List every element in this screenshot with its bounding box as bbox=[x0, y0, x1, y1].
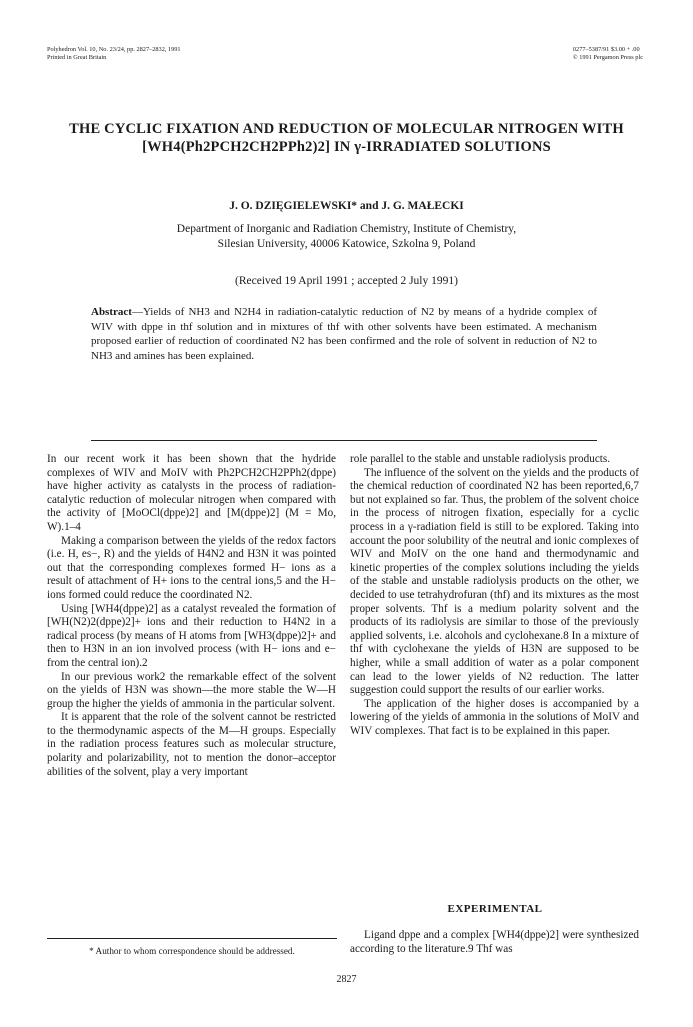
journal-citation bbox=[47, 46, 181, 62]
abstract-label: Abstract bbox=[91, 306, 132, 318]
issn-line: 0277–5387/91 $3.00 + .00 bbox=[572, 46, 640, 53]
paragraph: The application of the higher doses is accompanied by a lowering of the yields of ammonia in the solutions of MoIV and WIV complexes. That fact is to be explained in this paper. bbox=[350, 697, 639, 737]
abstract-text: —Yields of NH3 and N2H4 in radiation-catalytic reduction of N2 by means of a hydride complex of WIV with dppe in thf solution and in mixtures of thf with other solvents have been estimated. A mechanism proposed earlier of reduction of coordinated N2 has been confirmed and the role of solvent in reduction of N2 to NH3 and amines has been explained. bbox=[91, 306, 597, 363]
paragraph: It is apparent that the role of the solvent cannot be restricted to the thermodynamic aspects of the M—H groups. Especially in the radiation process features such as molecular structure, polarity and polarizability, not to mention the donor–acceptor abilities of the solvent, play a very important bbox=[47, 711, 336, 778]
right-column bbox=[350, 453, 639, 738]
paragraph: The influence of the solvent on the yields and the products of the chemical reduction of coordinated N2 has been reported,6,7 but not explained so far. Thus, the problem of the solvent choice in the process of nitrogen fixation, especially for a cyclic process in a γ-radiation field is still to be explored. Taking into account the poor solubility of the neutral and ionic complexes of WIV and MoIV on the one hand and thermodynamic and kinetic properties of the complex solutions including the yields of the stable and unstable radiolysis products on the other, we decided to use tetrahydrofuran (thf) and its mixtures as the most proper solvents. Thf is a medium polarity solvent and the products of its radiolysis are similar to those of the previously applied solvents, i.e. alcohols and cyclohexane.8 In a mixture of thf with cyclohexane the yields of H3N are supposed to be higher, while a small addition of water as a polar component can lead to the lower yields of N2 reduction. The latter suggestion could support the results of our earlier works. bbox=[350, 466, 639, 697]
paragraph: In our previous work2 the remarkable effect of the solvent on the yields of H3N was shown—the more stable the W—H group the higher the yields of ammonia in the particular solvent. bbox=[47, 670, 336, 710]
paper-title: THE CYCLIC FIXATION AND REDUCTION OF MOLECULAR NITROGEN WITH [WH4(Ph2PCH2CH2PPh2)2] IN γ-IRRADIATED SOLUTIONS bbox=[69, 121, 624, 155]
paragraph: In our recent work it has been shown that the hydride complexes of WIV and MoIV with Ph2PCH2CH2PPh2(dppe) have higher activity as catalysts in the process of radiation-catalytic reduction of molecular nitrogen when compared with the activity of [MoOCl(dppe)2] and [M(dppe)2] (M = Mo, W).1–4 bbox=[47, 453, 336, 533]
paragraph: role parallel to the stable and unstable radiolysis products. bbox=[350, 453, 611, 465]
copyright-line: © 1991 Pergamon Press plc bbox=[572, 54, 643, 61]
abstract bbox=[91, 305, 597, 364]
experimental-text bbox=[350, 929, 639, 956]
affiliation bbox=[0, 222, 693, 252]
page-number: 2827 bbox=[336, 974, 357, 985]
paragraph: Ligand dppe and a complex [WH4(dppe)2] were synthesized according to the literature.9 Thf was bbox=[350, 929, 639, 955]
citation-line: Polyhedron Vol. 10, No. 23/24, pp. 2827–2832, 1991 bbox=[47, 46, 181, 53]
section-heading: EXPERIMENTAL bbox=[447, 903, 543, 915]
copyright-block bbox=[573, 46, 643, 62]
affiliation-line-2: Silesian University, 40006 Katowice, Szkolna 9, Poland bbox=[217, 238, 476, 250]
received-dates: (Received 19 April 1991 ; accepted 2 July 1991) bbox=[235, 275, 458, 287]
footnote-divider bbox=[47, 938, 337, 939]
authors: J. O. DZIĘGIELEWSKI* and J. G. MAŁECKI bbox=[229, 200, 464, 212]
affiliation-line-1: Department of Inorganic and Radiation Chemistry, Institute of Chemistry, bbox=[176, 223, 517, 235]
abstract-divider bbox=[91, 440, 597, 441]
printed-in-line: Printed in Great Britain bbox=[47, 54, 107, 61]
paragraph: Making a comparison between the yields of the redox factors (i.e. H, es−, R) and the yields of H4N2 and H3N it was pointed out that the corresponding complexes formed H− ions as a result of attachment of H+ ions to the central ions,5 and the H− ions formed could reduce the coordinated N2. bbox=[47, 534, 336, 601]
paragraph: Using [WH4(dppe)2] as a catalyst revealed the formation of [WH(N2)2(dppe)2]+ ions and their reduction to H4N2 in a radical process (by means of H atoms from [WH3(dppe)2]+ and then to H3N in an ion involved process (with H− ions and e− from the central ion).2 bbox=[47, 602, 336, 669]
footnote: * Author to whom correspondence should be addressed. bbox=[89, 946, 295, 956]
left-column bbox=[47, 453, 336, 779]
